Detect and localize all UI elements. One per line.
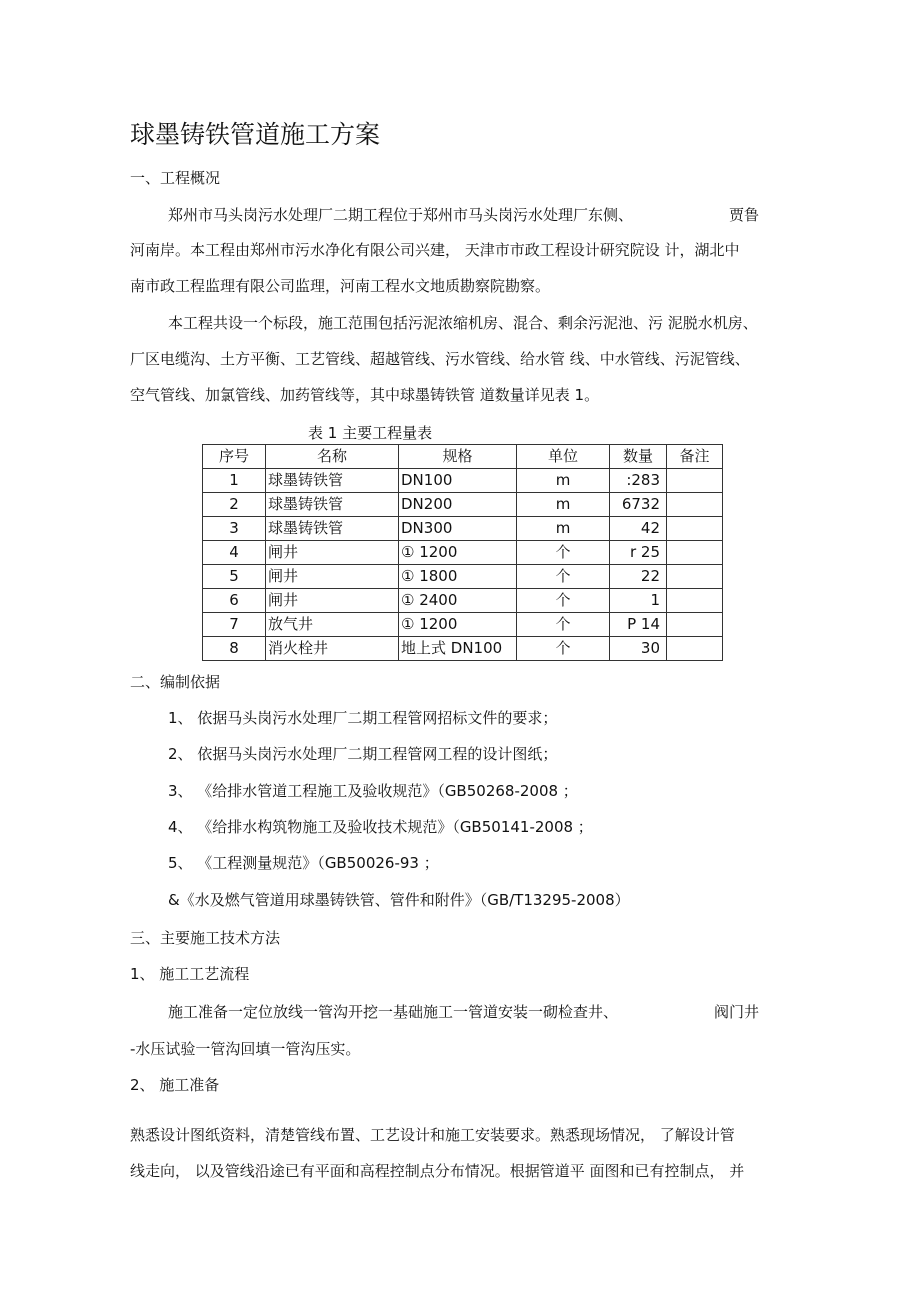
cell-name: 闸井	[266, 589, 399, 613]
cell-spec: DN300	[399, 517, 517, 541]
cell-unit: 个	[517, 541, 610, 565]
scope-line-1: 本工程共设一个标段，施工范围包括污泥浓缩机房、混合、剩余污泥池、污 泥脱水机房、	[168, 314, 758, 332]
cell-no: 5	[203, 565, 266, 589]
cell-qty: P 14	[610, 613, 667, 637]
basis-item-3: 3、 《给排水管道工程施工及验收规范》（GB50268-2008 ；	[168, 782, 578, 800]
cell-note	[667, 469, 723, 493]
cell-no: 6	[203, 589, 266, 613]
table-row	[203, 589, 723, 613]
cell-unit: 个	[517, 637, 610, 661]
table-row	[203, 517, 723, 541]
scope-line-3: 空气管线、加氯管线、加药管线等，其中球墨铸铁管 道数量详见表 1。	[130, 386, 600, 404]
header-cell: 规格	[399, 445, 517, 469]
section-heading-basis: 二、编制依据	[130, 673, 221, 691]
table-row	[203, 469, 723, 493]
subheading-preparation: 2、 施工准备	[130, 1076, 220, 1094]
cell-spec: ① 1200	[399, 613, 517, 637]
flow-line-2: -水压试验一管沟回填一管沟压实。	[130, 1040, 361, 1058]
basis-item-2: 2、 依据马头岗污水处理厂二期工程管网工程的设计图纸；	[168, 745, 558, 763]
cell-qty: 30	[610, 637, 667, 661]
cell-name: 球墨铸铁管	[266, 517, 399, 541]
table-row	[203, 541, 723, 565]
table-row	[203, 493, 723, 517]
cell-note	[667, 589, 723, 613]
header-cell: 名称	[266, 445, 399, 469]
cell-note	[667, 541, 723, 565]
cell-qty: 42	[610, 517, 667, 541]
cell-note	[667, 637, 723, 661]
overview-line-2: 河南岸。本工程由郑州市污水净化有限公司兴建， 天津市市政工程设计研究院设 计，湖北中	[130, 241, 740, 259]
cell-name: 消火栓井	[266, 637, 399, 661]
cell-qty: :283	[610, 469, 667, 493]
cell-unit: m	[517, 493, 610, 517]
cell-name: 放气井	[266, 613, 399, 637]
prep-line-1: 熟悉设计图纸资料，清楚管线布置、工艺设计和施工安装要求。熟悉现场情况， 了解设计管	[130, 1126, 735, 1144]
basis-item-4: 4、 《给排水构筑物施工及验收技术规范》（GB50141-2008 ；	[168, 818, 593, 836]
header-cell: 单位	[517, 445, 610, 469]
scope-line-2: 厂区电缆沟、土方平衡、工艺管线、超越管线、污水管线、给水管 线、中水管线、污泥管线、	[130, 350, 750, 368]
cell-note	[667, 613, 723, 637]
cell-spec: DN100	[399, 469, 517, 493]
header-cell: 备注	[667, 445, 723, 469]
overview-line-1: 郑州市马头岗污水处理厂二期工程位于郑州市马头岗污水处理厂东侧、	[168, 206, 634, 224]
cell-spec: ① 2400	[399, 589, 517, 613]
cell-unit: 个	[517, 565, 610, 589]
cell-spec: ① 1800	[399, 565, 517, 589]
page-title: 球墨铸铁管道施工方案	[130, 120, 381, 149]
cell-spec: DN200	[399, 493, 517, 517]
overview-line-1-tail: 贾鲁	[729, 206, 760, 224]
cell-no: 4	[203, 541, 266, 565]
basis-item-1: 1、 依据马头岗污水处理厂二期工程管网招标文件的要求；	[168, 709, 558, 727]
header-cell: 序号	[203, 445, 266, 469]
cell-qty: 6732	[610, 493, 667, 517]
cell-spec: 地上式 DN100	[399, 637, 517, 661]
cell-no: 1	[203, 469, 266, 493]
cell-no: 8	[203, 637, 266, 661]
table-row	[203, 637, 723, 661]
basis-item-5: 5、 《工程测量规范》（GB50026-93 ；	[168, 854, 439, 872]
cell-name: 球墨铸铁管	[266, 469, 399, 493]
cell-qty: 22	[610, 565, 667, 589]
overview-line-3: 南市政工程监理有限公司监理，河南工程水文地质勘察院勘察。	[130, 277, 551, 295]
table-header-row	[203, 445, 723, 469]
cell-unit: 个	[517, 613, 610, 637]
cell-qty: r 25	[610, 541, 667, 565]
cell-name: 球墨铸铁管	[266, 493, 399, 517]
flow-line-1-tail: 阀门井	[714, 1003, 760, 1021]
cell-qty: 1	[610, 589, 667, 613]
cell-note	[667, 565, 723, 589]
flow-line-1: 施工准备一定位放线一管沟开挖一基础施工一管道安装一砌检查井、	[168, 1003, 619, 1021]
cell-name: 闸井	[266, 541, 399, 565]
cell-no: 3	[203, 517, 266, 541]
table-row	[203, 565, 723, 589]
section-heading-methods: 三、主要施工技术方法	[130, 929, 281, 947]
cell-unit: 个	[517, 589, 610, 613]
header-cell: 数量	[610, 445, 667, 469]
cell-unit: m	[517, 469, 610, 493]
section-heading-overview: 一、工程概况	[130, 169, 221, 187]
basis-item-6: &《水及燃气管道用球墨铸铁管、管件和附件》（GB/T13295-2008）	[168, 891, 630, 909]
prep-line-2: 线走向， 以及管线沿途已有平面和高程控制点分布情况。根据管道平 面图和已有控制点， 并	[130, 1162, 745, 1180]
table-caption: 表 1 主要工程量表	[308, 424, 433, 442]
cell-spec: ① 1200	[399, 541, 517, 565]
table-row	[203, 613, 723, 637]
quantity-table	[202, 444, 723, 661]
cell-no: 7	[203, 613, 266, 637]
cell-no: 2	[203, 493, 266, 517]
cell-note	[667, 493, 723, 517]
cell-name: 闸井	[266, 565, 399, 589]
cell-unit: m	[517, 517, 610, 541]
subheading-process-flow: 1、 施工工艺流程	[130, 965, 250, 983]
cell-note	[667, 517, 723, 541]
